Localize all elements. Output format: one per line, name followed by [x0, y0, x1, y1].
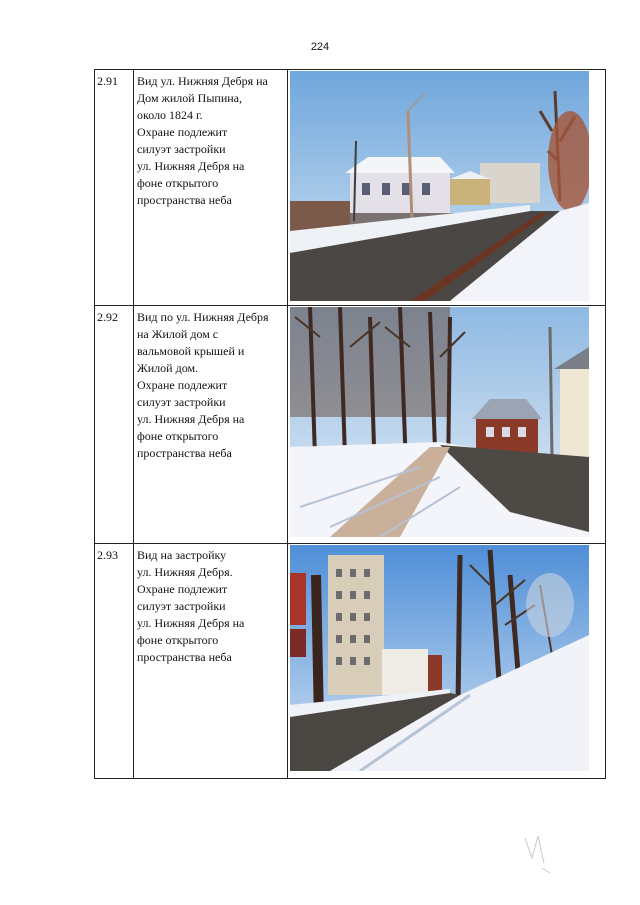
description-line: фоне открытого — [137, 429, 219, 443]
description-line: на Жилой дом с — [137, 327, 219, 341]
photo-cell — [288, 306, 606, 544]
description-line: Жилой дом. — [137, 361, 199, 375]
handwritten-mark — [520, 828, 560, 878]
description-line: силуэт застройки — [137, 142, 226, 156]
table-row — [95, 544, 606, 779]
row-number: 2.93 — [95, 544, 134, 779]
photo-cell — [288, 70, 606, 306]
description-line: силуэт застройки — [137, 599, 226, 613]
description-line: Вид ул. Нижняя Дебря на — [137, 74, 268, 88]
description-line: ул. Нижняя Дебря. — [137, 565, 233, 579]
description-line: Охране подлежит — [137, 125, 228, 139]
description-line: Дом жилой Пыпина, — [137, 91, 242, 105]
street-photo-2 — [290, 307, 589, 537]
description-line: пространства неба — [137, 650, 232, 664]
description-line: ул. Нижняя Дебря на — [137, 616, 245, 630]
description-line: Охране подлежит — [137, 582, 228, 596]
street-photo-3 — [290, 545, 589, 771]
photo-cell — [288, 544, 606, 779]
description-line: ул. Нижняя Дебря на — [137, 412, 245, 426]
row-number: 2.92 — [95, 306, 134, 544]
description-line: пространства неба — [137, 193, 232, 207]
table-row — [95, 70, 606, 306]
row-number: 2.91 — [95, 70, 134, 306]
table-row — [95, 306, 606, 544]
row-description — [134, 544, 288, 779]
description-line: Охране подлежит — [137, 378, 228, 392]
description-line: около 1824 г. — [137, 108, 203, 122]
street-photo-1 — [290, 71, 589, 301]
description-line: фоне открытого — [137, 633, 219, 647]
page-number: 224 — [310, 41, 330, 53]
description-line: Вид по ул. Нижняя Дебря — [137, 310, 269, 324]
description-line: фоне открытого — [137, 176, 219, 190]
description-line: пространства неба — [137, 446, 232, 460]
row-description — [134, 306, 288, 544]
description-line: вальмовой крышей и — [137, 344, 245, 358]
description-line: Вид на застройку — [137, 548, 227, 562]
monument-table — [94, 69, 606, 779]
description-line: ул. Нижняя Дебря на — [137, 159, 245, 173]
description-line: силуэт застройки — [137, 395, 226, 409]
row-description — [134, 70, 288, 306]
